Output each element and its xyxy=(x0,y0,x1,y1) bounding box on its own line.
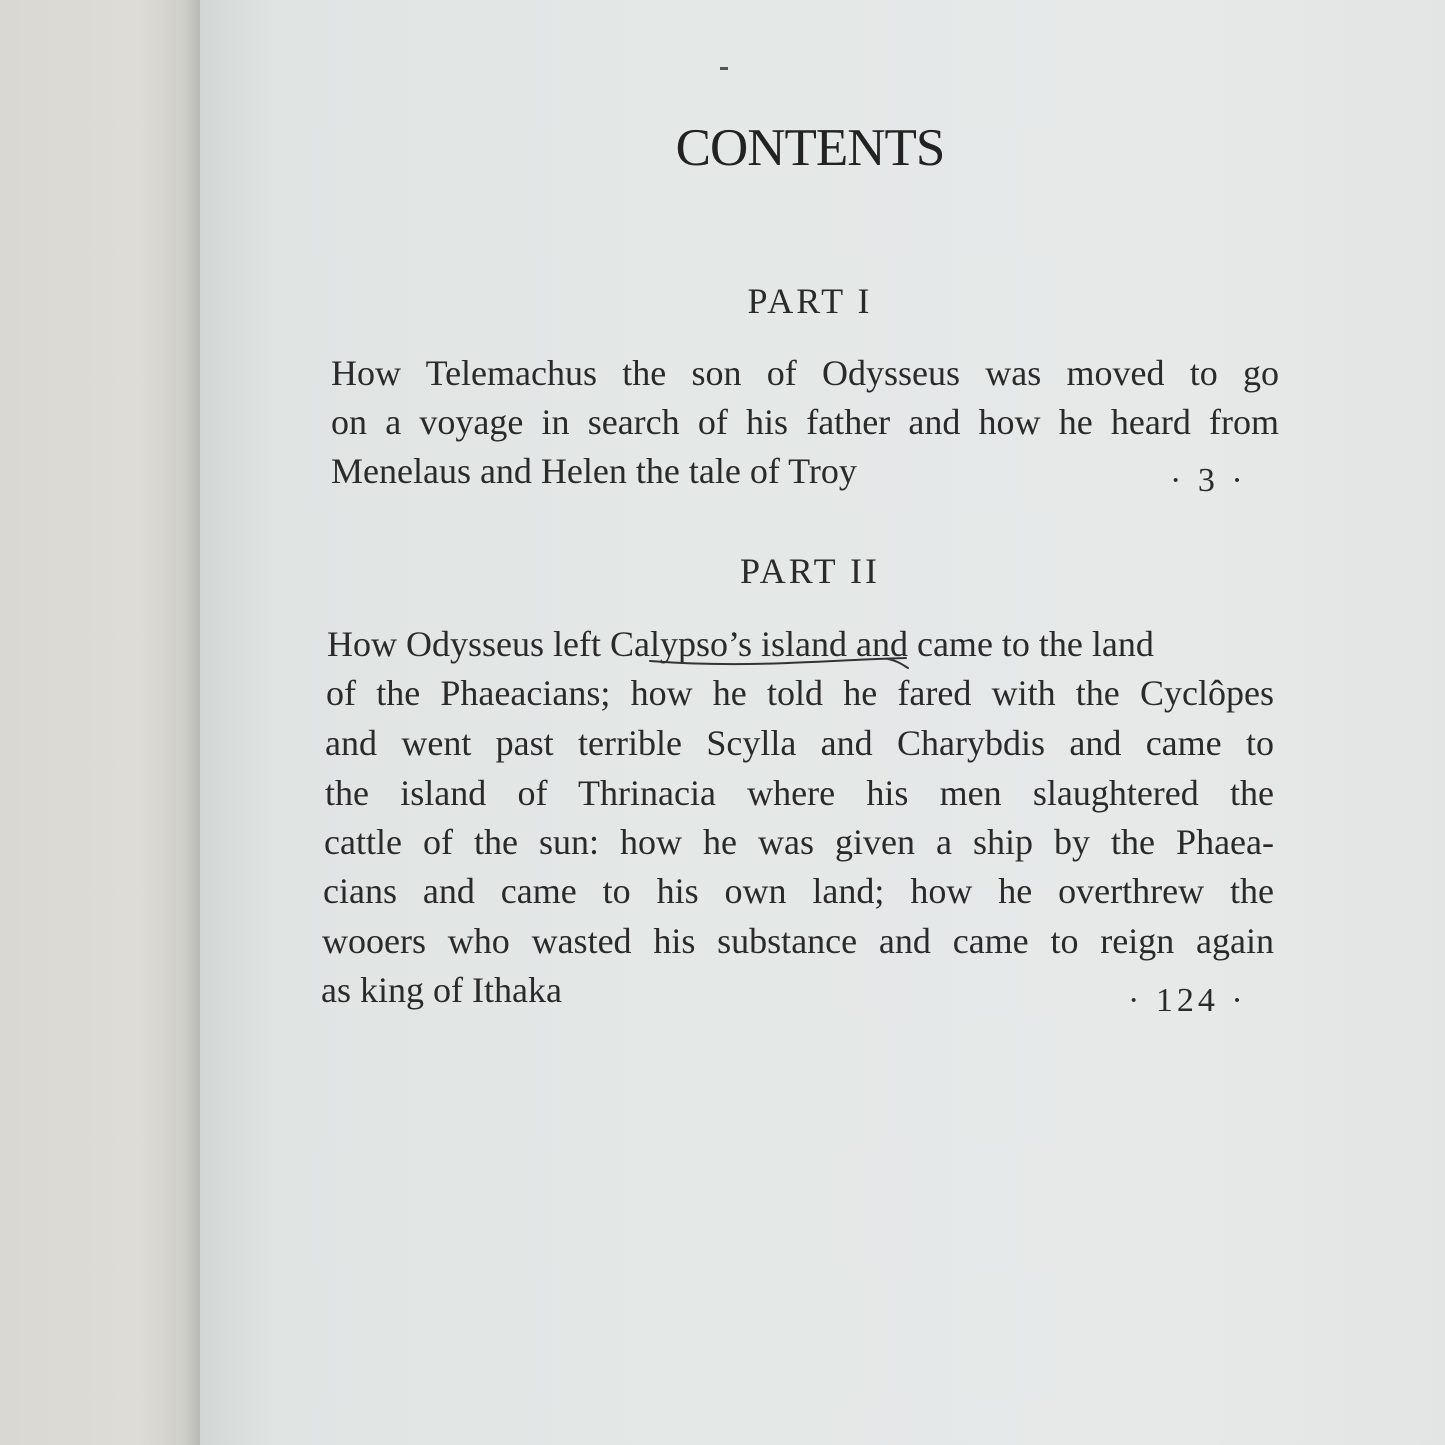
part-2-line: the island of Thrinacia where his men slaughtered the xyxy=(325,773,1274,813)
part-1-line: How Telemachus the son of Odysseus was moved to go xyxy=(331,353,1279,393)
part-1-line: on a voyage in search of his father and how he heard from xyxy=(331,402,1279,442)
part-2-line: cattle of the sun: how he was given a ship by the Phaea- xyxy=(324,822,1274,862)
ink-speck xyxy=(720,67,728,70)
left-page-edge xyxy=(0,0,200,1445)
underlined-phrase: Calypso’s island xyxy=(609,624,847,664)
part-2-title: PART II xyxy=(740,551,880,591)
pen-underline-mark xyxy=(648,655,910,669)
part-2-line: wooers who wasted his substance and came to reign again xyxy=(322,921,1274,961)
part-2-line-end: and came to the land xyxy=(847,624,1154,664)
part-2-page-number: · 124 · xyxy=(1128,982,1247,1019)
part-2-line: as king of Ithaka xyxy=(321,970,562,1010)
contents-heading: CONTENTS xyxy=(675,119,945,177)
part-2-line: of the Phaeacians; how he told he fared with the Cyclôpes xyxy=(326,673,1274,713)
part-1-line: Menelaus and Helen the tale of Troy xyxy=(331,451,857,491)
part-1-title: PART I xyxy=(747,281,873,321)
part-2-line: and went past terrible Scylla and Charybdis and came to xyxy=(325,723,1274,763)
part-2-line: cians and came to his own land; how he overthrew the xyxy=(323,871,1274,911)
part-1-page-number: · 3 · xyxy=(1170,462,1247,499)
part-2-line-start: How Odysseus left xyxy=(327,624,610,664)
